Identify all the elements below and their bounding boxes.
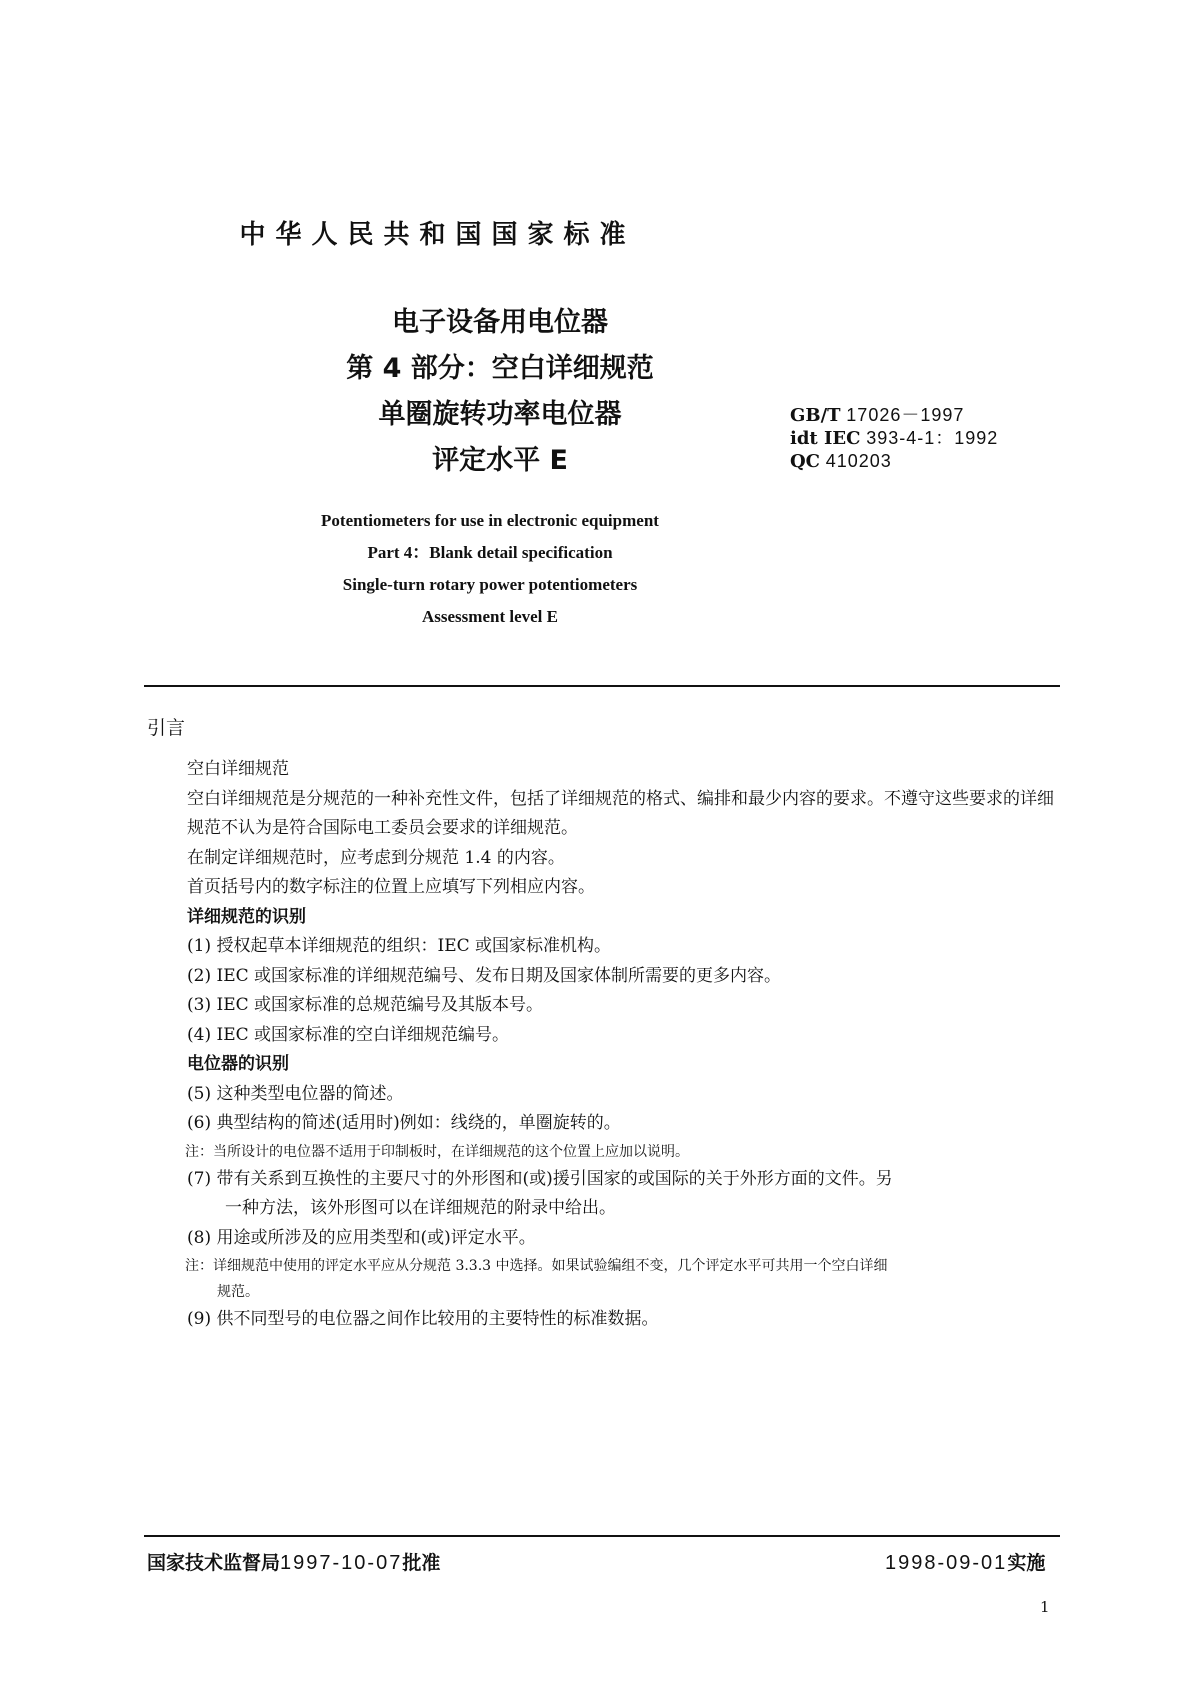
standard-type-header: 中华人民共和国国家标准 — [239, 220, 636, 250]
english-title-block — [250, 505, 730, 633]
list-item: (6) 典型结构的简述(适用时)例如：线绕的，单圈旋转的。 — [187, 1113, 621, 1133]
subheading: 详细规范的识别 — [187, 906, 306, 927]
list-item: (9) 供不同型号的电位器之间作比较用的主要特性的标准数据。 — [187, 1309, 659, 1329]
page-number: 1 — [1040, 1598, 1050, 1616]
approver: 国家技术监督局 — [147, 1552, 281, 1574]
english-title-line-4: Assessment level E — [422, 607, 558, 626]
gb-code: GB/T 17026－1997 — [790, 405, 965, 426]
paragraph: 在制定详细规范时，应考虑到分规范 1.4 的内容。 — [187, 847, 565, 868]
implementation-label: 实施 — [1007, 1552, 1046, 1574]
qc-code: QC 410203 — [790, 451, 892, 472]
list-item: (1) 授权起草本详细规范的组织：IEC 或国家标准机构。 — [187, 936, 612, 956]
body-text — [147, 755, 1063, 1335]
english-title-line-3: Single-turn rotary power potentiometers — [342, 575, 638, 594]
standard-codes — [790, 404, 998, 473]
chinese-title-line-2: 第 4 部分：空白详细规范 — [346, 353, 654, 384]
note: 注：详细规范中使用的评定水平应从分规范 3.3.3 中选择。如果试验编组不变，几个评定水平可共用一个空白详细 — [185, 1258, 888, 1274]
list-item: (8) 用途或所涉及的应用类型和(或)评定水平。 — [187, 1227, 536, 1248]
paragraph: 空白详细规范是分规范的一种补充性文件，包括了详细规范的格式、编排和最少内容的要求。不遵守这些要求的详细规范不认为是符合国际电工委员会要求的详细规范。 — [187, 788, 1054, 838]
english-title-line-1: Potentiometers for use in electronic equipment — [321, 511, 659, 530]
idt-code: idt IEC 393-4-1：1992 — [790, 428, 999, 449]
list-item-continuation: 一种方法，该外形图可以在详细规范的附录中给出。 — [225, 1198, 616, 1218]
paragraph: 空白详细规范 — [187, 759, 289, 779]
section-title: 引言 — [147, 717, 186, 739]
approval-line — [147, 1548, 440, 1575]
list-item: (4) IEC 或国家标准的空白详细规范编号。 — [187, 1024, 510, 1045]
implementation-line — [885, 1548, 1045, 1575]
chinese-title-block — [290, 300, 710, 484]
list-item: (2) IEC 或国家标准的详细规范编号、发布日期及国家体制所需要的更多内容。 — [187, 965, 782, 986]
list-item: (7) 带有关系到互换性的主要尺寸的外形图和(或)援引国家的或国际的关于外形方面的文件。另 — [187, 1168, 893, 1189]
english-title-line-2: Part 4：Blank detail specification — [367, 543, 613, 562]
subheading: 电位器的识别 — [187, 1054, 289, 1074]
top-divider — [144, 685, 1060, 687]
note: 注：当所设计的电位器不适用于印制板时，在详细规范的这个位置上应加以说明。 — [185, 1143, 689, 1160]
list-item: (3) IEC 或国家标准的总规范编号及其版本号。 — [187, 995, 544, 1015]
chinese-title-line-3: 单圈旋转功率电位器 — [378, 399, 622, 430]
approve-label: 批准 — [402, 1552, 441, 1574]
note-continuation: 规范。 — [217, 1284, 259, 1300]
list-item: (5) 这种类型电位器的简述。 — [187, 1083, 404, 1104]
chinese-title-line-1: 电子设备用电位器 — [392, 307, 608, 338]
implementation-date: 1998-09-01 — [885, 1552, 1008, 1574]
paragraph: 首页括号内的数字标注的位置上应填写下列相应内容。 — [187, 877, 595, 897]
bottom-divider — [144, 1535, 1060, 1537]
approve-date: 1997-10-07 — [280, 1552, 403, 1574]
chinese-title-line-4: 评定水平 E — [432, 445, 568, 476]
